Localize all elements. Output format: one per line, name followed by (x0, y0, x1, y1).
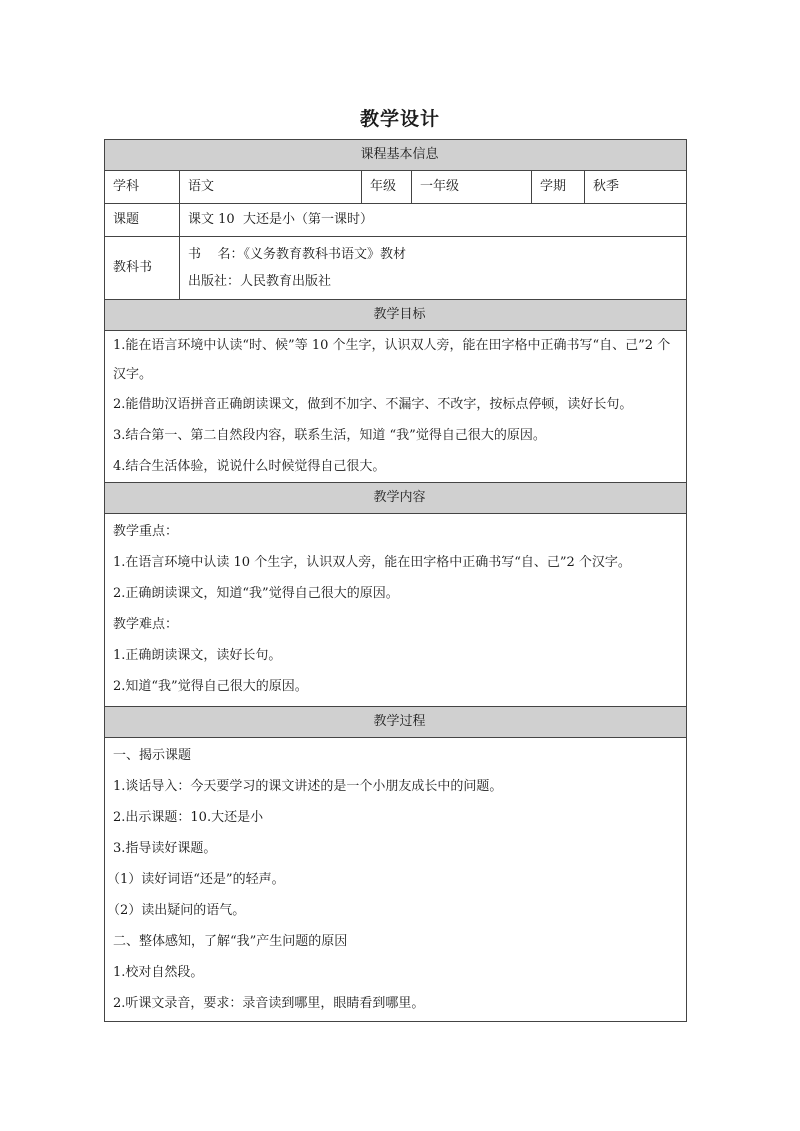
subject-value: 语文 (180, 171, 362, 204)
document-title: 教学设计 (359, 108, 440, 130)
content-item: 1.正确朗读课文，读好长句。 (113, 648, 282, 663)
process-item: （2）读出疑问的语气。 (107, 903, 246, 918)
objectives-list (105, 331, 687, 483)
process-item: （1）读好词语“还是”的轻声。 (107, 872, 285, 887)
process-list (105, 738, 687, 1022)
content-item: 2.正确朗读课文，知道“我”觉得自己很大的原因。 (113, 586, 399, 601)
content-item: 1.在语言环境中认读 10 个生字，认识双人旁，能在田字格中正确书写“自、己”2 个汉字。 (113, 555, 631, 570)
subject-label: 学科 (105, 171, 180, 204)
process-item: 1.谈话导入：今天要学习的课文讲述的是一个小朋友成长中的问题。 (113, 779, 503, 794)
process-item: 2.出示课题：10.大还是小 (113, 810, 264, 825)
objective-item: 3.结合第一、第二自然段内容，联系生活，知道 “我”觉得自己很大的原因。 (113, 428, 546, 443)
textbook-info (180, 237, 687, 300)
grade-value: 一年级 (412, 171, 532, 204)
process-item: 2.听课文录音，要求：录音读到哪里，眼睛看到哪里。 (113, 996, 425, 1011)
process-item: 一、揭示课题 (113, 748, 192, 763)
topic-label: 课题 (105, 204, 180, 237)
objective-item: 4.结合生活体验，说说什么时候觉得自己很大。 (113, 459, 386, 474)
process-header: 教学过程 (105, 707, 687, 738)
content-item: 教学重点： (113, 524, 179, 539)
content-item: 2.知道“我”觉得自己很大的原因。 (113, 679, 308, 694)
term-label: 学期 (532, 171, 585, 204)
content-header: 教学内容 (105, 483, 687, 514)
objectives-header: 教学目标 (105, 300, 687, 331)
textbook-label: 教科书 (105, 237, 180, 300)
content-list (105, 514, 687, 707)
content-item: 教学难点： (113, 617, 179, 632)
process-item: 二、整体感知，了解“我”产生问题的原因 (113, 934, 348, 949)
textbook-name: 书 名：《义务教育教科书语文》教材 (188, 247, 407, 262)
lesson-plan-table (104, 139, 687, 1022)
term-value: 秋季 (585, 171, 687, 204)
topic-value: 课文 10 大还是小（第一课时） (180, 204, 687, 237)
objective-item: 1.能在语言环境中认读“时、候”等 10 个生字，认识双人旁，能在田字格中正确书写“自、己”2 个汉字。 (113, 338, 671, 382)
basic-info-header: 课程基本信息 (105, 140, 687, 171)
textbook-publisher: 出版社：人民教育出版社 (188, 274, 332, 289)
process-item: 1.校对自然段。 (113, 965, 204, 980)
process-item: 3.指导读好课题。 (113, 841, 217, 856)
objective-item: 2.能借助汉语拼音正确朗读课文，做到不加字、不漏字、不改字，按标点停顿，读好长句。 (113, 397, 633, 412)
grade-label: 年级 (362, 171, 412, 204)
